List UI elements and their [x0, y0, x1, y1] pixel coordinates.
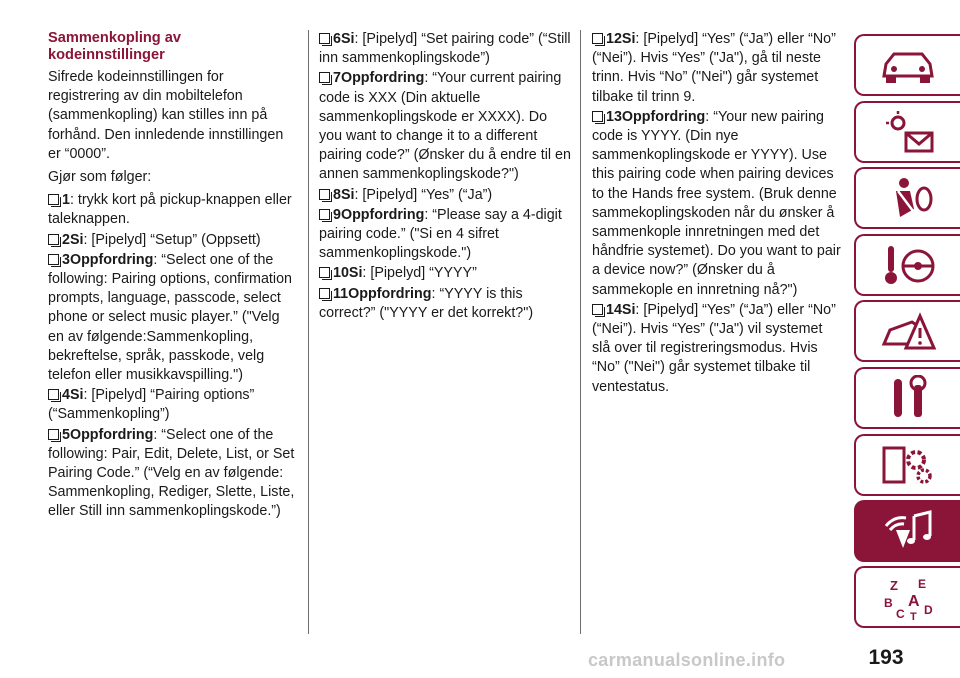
- chapter-tab-maintenance[interactable]: [854, 367, 960, 429]
- svg-text:A: A: [908, 593, 920, 610]
- svg-text:Z: Z: [890, 578, 898, 593]
- step-item: 2Si: [Pipelyd] “Setup” (Oppsett): [48, 231, 298, 250]
- technical-data-gears-icon: [878, 442, 938, 488]
- steering-key-icon: [878, 242, 938, 288]
- svg-text:D: D: [924, 603, 933, 617]
- bullet-box-icon: [319, 288, 330, 299]
- bullet-box-icon: [592, 111, 603, 122]
- watermark-text: carmanualsonline.info: [588, 650, 786, 670]
- svg-text:T: T: [910, 611, 917, 620]
- chapter-tab-starting[interactable]: [854, 234, 960, 296]
- text-column-3: [592, 30, 844, 398]
- bullet-box-icon: [319, 189, 330, 200]
- chapter-tab-index[interactable]: [854, 566, 960, 628]
- car-icon: [878, 42, 938, 88]
- chapter-tab-car[interactable]: [854, 34, 960, 96]
- step-item: 8Si: [Pipelyd] “Yes” (“Ja”): [319, 186, 573, 205]
- step-item: 5Oppfordring: “Select one of the following: Pair, Edit, Delete, List, or Set Pairing Code.” (“Velg en av følgende: Sammenkopling, Rediger, Slette, Liste, eller Still inn sammenkoplingskode.”): [48, 426, 295, 520]
- step-item: 14Si: [Pipelyd] “Yes” (“Ja”) eller “No” (“Nei”). Hvis “Yes” ("Ja") vil systemet slå over til registreringsmodus. Hvis “No” ("Nei") går systemet tilbake til ventestatus.: [592, 301, 836, 395]
- bullet-box-icon: [319, 72, 330, 83]
- intro-paragraph: Sifrede kodeinnstillingen for registrering av din mobiltelefon (sammenkopling) kan stilles inn på forhånd. Den innledende innstillingen er “0000”.: [48, 69, 284, 162]
- emergency-warning-icon: [878, 308, 938, 354]
- multimedia-icon: [878, 508, 938, 554]
- step-item: 10Si: [Pipelyd] “YYYY”: [319, 264, 573, 283]
- svg-text:E: E: [918, 577, 927, 591]
- svg-text:C: C: [896, 607, 905, 620]
- maintenance-tools-icon: [878, 375, 938, 421]
- step-item: 7Oppfordring: “Your current pairing code is XXX (Din aktuelle sammenkoplingskode er XXXX). Do you want to change it to a different pairing code?” (Ønsker du å endre til en annen sammenkoplingskode?"): [319, 70, 571, 183]
- page-number: 193: [868, 646, 904, 669]
- bullet-box-icon: [48, 429, 59, 440]
- bullet-box-icon: [48, 389, 59, 400]
- seatbelt-airbag-icon: [878, 175, 938, 221]
- section-heading: Sammenkopling av kodeinnstillinger: [48, 30, 182, 63]
- bullet-box-icon: [592, 304, 603, 315]
- text-column-1: [48, 30, 298, 523]
- step-item: 4Si: [Pipelyd] “Pairing options” (“Sammenkopling”): [48, 387, 255, 423]
- chapter-tab-technical[interactable]: [854, 434, 960, 496]
- svg-text:B: B: [884, 596, 893, 610]
- text-column-2: [319, 30, 573, 324]
- step-item: 12Si: [Pipelyd] “Yes” (“Ja”) eller “No” (“Nei”). Hvis “Yes” ("Ja"), gå til neste trinn. Hvis “No” ("Nei") går systemet tilbake til trinn 9.: [592, 31, 836, 105]
- bullet-box-icon: [319, 33, 330, 44]
- chapter-tab-dashboard[interactable]: [854, 101, 960, 163]
- dashboard-lights-icon: [878, 109, 938, 155]
- bullet-box-icon: [319, 209, 330, 220]
- step-item: 11Oppfordring: “YYYY is this correct?” ("YYYY er det korrekt?"): [319, 285, 534, 321]
- chapter-tab-emergency[interactable]: [854, 300, 960, 362]
- chapter-tab-safety[interactable]: [854, 167, 960, 229]
- step-item: 6Si: [Pipelyd] “Set pairing code” (“Still inn sammenkoplingskode”): [319, 31, 571, 67]
- alphabetical-index-icon: [878, 574, 938, 620]
- step-item: 3Oppfordring: “Select one of the following: Pairing options, confirmation prompts, language, passcode, select phone or select music player.” ("Velg en av følgende:Sammenkopling, bekreftelse, språk, passkode, velg telefon eller musikkavspilling."): [48, 251, 292, 384]
- column-divider: [308, 30, 309, 634]
- bullet-box-icon: [48, 194, 59, 205]
- chapter-tab-multimedia[interactable]: [854, 500, 960, 562]
- step-item: 13Oppfordring: “Your new pairing code is YYYY. (Din nye sammenkoplingskode er YYYY). Use this pairing code when pairing devices to the Hands free system. (Bruk denne sammekoplingskoden når du ønsker å sammenkople innretningen med det håndfrie systemet). Do you want to pair a device now?” (Ønsker du å sammekople en innretning nå?"): [592, 108, 841, 298]
- step-item: 1: trykk kort på pickup-knappen eller taleknappen.: [48, 192, 292, 228]
- bullet-box-icon: [48, 234, 59, 245]
- bullet-box-icon: [319, 267, 330, 278]
- howto-paragraph: Gjør som følger:: [48, 169, 152, 186]
- bullet-box-icon: [592, 33, 603, 44]
- step-item: 9Oppfordring: “Please say a 4-digit pairing code.” ("Si en 4 sifret sammenkoplingskode."): [319, 206, 562, 262]
- column-divider: [580, 30, 581, 634]
- bullet-box-icon: [48, 254, 59, 265]
